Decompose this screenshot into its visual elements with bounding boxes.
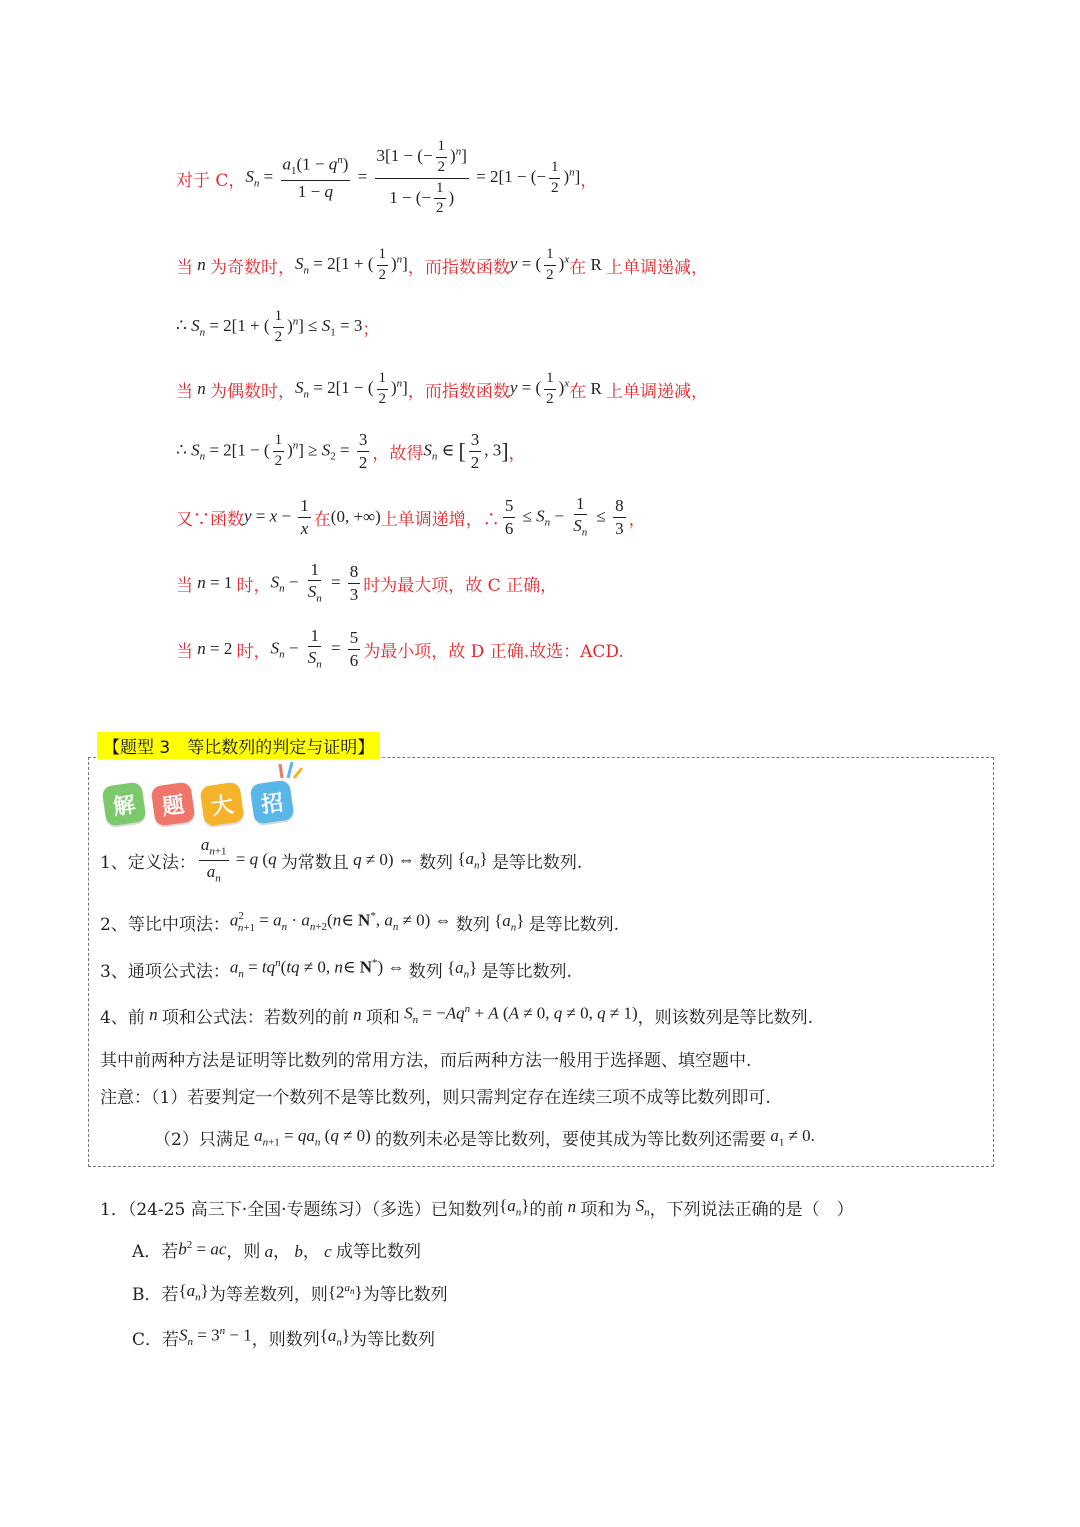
- option-b[interactable]: B．若 $\{a_n\}$ 为等差数列，则 $\{2^{a_n}\}$ 为等比数列: [132, 1280, 448, 1305]
- question-1-stem: 1．（24-25 高三下·全国·专题练习）（多选）已知数列 $\{a_n\}$ 的前 n 项和为 $S_n$ ，下列说法正确的是（ ）: [100, 1195, 854, 1220]
- solution-line-1: 对于 C， $S_n$ = $\frac{a_1(1 - q^n)}{1 - q}$ = 3[1 − (− $\frac{1}{2}$ )$^n$] 1 − (− $\frac{1}{2}$ ) = 2[1 − (− $\frac{1}{2}$ )$^n$] ，: [176, 138, 598, 217]
- method-3: 3、通项公式法： $a_n = tq^n(tq \ne 0$, n∈ N*) ⇔ 数列 $\{a_n\}$ 是等比数列.: [100, 957, 572, 982]
- solution-line-2: 当 n 为奇数时， $S_n = 2[1$ + ( $\frac{1}{2}$ )$^n$] ，而指数函数 y = ( $\frac{1}{2}$ )$^x$ 在 R 上单调递减，: [176, 245, 709, 283]
- solution-line-4: 当 n 为偶数时， $S_n = 2[1$ − ( $\frac{1}{2}$ )$^n$] ，而指数函数 y = ( $\frac{1}{2}$ )$^x$ 在 R 上单调递减，: [176, 369, 709, 407]
- method-2: 2、等比中项法： $a^2_{n+1} = a_n$ · $a_{n+2}(n\in$ N*, $a_n \ne 0$) ⇔ 数列 $\{a_n\}$ 是等比数列.: [100, 910, 620, 935]
- badge-zhao: 招: [249, 779, 294, 824]
- method-1: 1、定义法： $\frac{a_{n+1}}{a_n}$ = q (q 为常数且 q ≠ 0) ⇔ 数列 $\{a_n\}$ 是等比数列.: [100, 834, 583, 884]
- badge-ti: 题: [150, 781, 195, 826]
- note-3: （2）只满足 $a_{n+1} = qa_n$ (q ≠ 0) 的数列未必是等比数列，要使其成为等比数列还需要 $a_1 \ne 0$.: [154, 1125, 815, 1150]
- sparkle-icon: [278, 760, 304, 780]
- option-a[interactable]: A．若 $b^2$ = ac ，则 a， b， c 成等比数列: [132, 1238, 421, 1262]
- badge-jie: 解: [101, 781, 146, 826]
- badge-da: 大: [199, 781, 244, 826]
- note-1: 其中前两种方法是证明等比数列的常用方法，而后两种方法一般用于选择题、填空题中.: [100, 1051, 752, 1071]
- option-c[interactable]: C．若 $S_n = 3^n - 1$ ，则数列 $\{a_n\}$ 为等比数列: [132, 1325, 436, 1350]
- solution-line-7: 当 n = 1 时， $S_n$ − $\frac{1}{S_n}$ = $\frac{8}{3}$ 时为最大项，故 C 正确，: [176, 559, 558, 605]
- note-2: 注意：（1）若要判定一个数列不是等比数列，则只需判定存在连续三项不成等比数列即可.: [100, 1088, 771, 1108]
- section-tag: 【题型 3 等比数列的判定与证明】: [97, 732, 380, 759]
- solution-line-3: ∴ $S_n = 2[1$ + ( $\frac{1}{2}$ )$^n] \le S_1 = 3$ ；: [176, 307, 380, 345]
- method-4: 4、前 n 项和公式法：若数列的前 n 项和 $S_n = -Aq^n + A$ (A ≠ 0, q ≠ 0, q ≠ 1) ，则该数列是等比数列.: [100, 1003, 814, 1028]
- solution-line-6: 又∵函数 y = x − $\frac{1}{x}$ 在 (0, +∞) 上单调递增，∴ $\frac{5}{6}$ ≤ $S_n$ − $\frac{1}{S_n}$ ≤ $\frac{8}{3}$ ，: [176, 493, 646, 539]
- solution-label-c: 对于 C，: [176, 170, 246, 191]
- solution-line-5: ∴ $S_n = 2[1$ − ( $\frac{1}{2}$ )$^n] \ge S_2$ = $\frac{3}{2}$ ，故得 $S_n$ ∈ [ $\frac{3}{2}$ , 3] ，: [176, 429, 526, 472]
- solution-line-8: 当 n = 2 时， $S_n$ − $\frac{1}{S_n}$ = $\frac{5}{6}$ 为最小项，故 D 正确.故选：ACD.: [176, 625, 624, 671]
